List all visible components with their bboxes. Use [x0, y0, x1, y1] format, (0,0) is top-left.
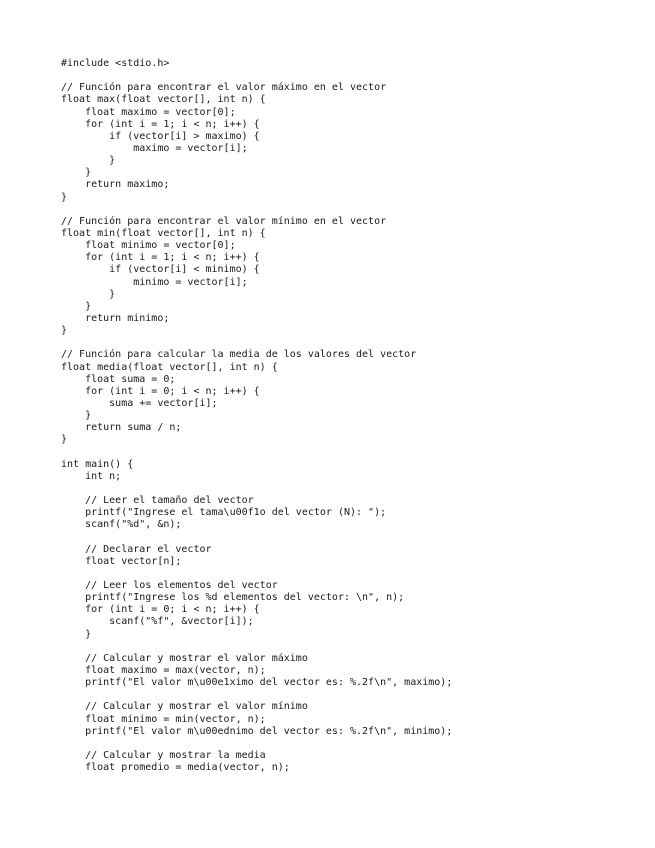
code-line: float suma = 0; — [61, 373, 176, 385]
code-line: int main() { — [61, 458, 134, 470]
code-line: scanf("%f", &vector[i]); — [61, 616, 254, 628]
code-line: printf("El valor m\u00ednimo del vector es: %.2f\n", minimo); — [61, 725, 453, 737]
code-line: float media(float vector[], int n) { — [61, 361, 278, 373]
code-line: } — [61, 167, 92, 179]
code-line — [61, 568, 452, 580]
code-line: } — [61, 628, 92, 640]
code-line — [61, 641, 452, 653]
code-line: // Función para calcular la media de los valores del vector — [61, 349, 417, 361]
code-line: float min(float vector[], int n) { — [61, 227, 266, 239]
code-line — [61, 447, 452, 459]
code-line: float max(float vector[], int n) { — [61, 94, 266, 106]
code-line: minimo = vector[i]; — [61, 276, 248, 288]
code-line: // Calcular y mostrar la media — [61, 750, 266, 762]
code-line: #include <stdio.h> — [61, 58, 170, 69]
code-line: // Calcular y mostrar el valor mínimo — [61, 701, 308, 713]
code-line: // Leer el tamaño del vector — [61, 495, 254, 507]
code-listing — [61, 58, 452, 774]
code-line: } — [61, 155, 116, 167]
code-line: for (int i = 1; i < n; i++) { — [61, 252, 260, 264]
code-line: } — [61, 288, 116, 300]
code-line — [61, 70, 452, 82]
code-line: return maximo; — [61, 179, 170, 191]
code-line — [61, 483, 452, 495]
code-line: scanf("%d", &n); — [61, 519, 182, 531]
code-line: return suma / n; — [61, 422, 182, 434]
code-line: float promedio = media(vector, n); — [61, 762, 290, 774]
code-line: if (vector[i] < minimo) { — [61, 264, 260, 276]
code-line: } — [61, 300, 92, 312]
code-line: // Declarar el vector — [61, 543, 212, 555]
code-line: for (int i = 0; i < n; i++) { — [61, 604, 260, 616]
code-line: float vector[n]; — [61, 555, 182, 567]
code-line: // Calcular y mostrar el valor máximo — [61, 652, 308, 664]
code-line: float minimo = vector[0]; — [61, 240, 236, 252]
code-line: float maximo = max(vector, n); — [61, 665, 266, 677]
code-line: printf("Ingrese el tama\u00f1o del vector (N): "); — [61, 507, 387, 519]
code-line — [61, 531, 452, 543]
code-line — [61, 204, 452, 216]
code-line — [61, 337, 452, 349]
code-line: } — [61, 325, 68, 337]
code-line: int n; — [61, 470, 122, 482]
code-line: } — [61, 191, 68, 203]
code-line: maximo = vector[i]; — [61, 142, 248, 154]
code-line: // Función para encontrar el valor mínimo en el vector — [61, 215, 387, 227]
code-line: // Función para encontrar el valor máximo en el vector — [61, 82, 387, 94]
code-line — [61, 689, 452, 701]
code-line: printf("Ingrese los %d elementos del vector: \n", n); — [61, 592, 405, 604]
code-line: suma += vector[i]; — [61, 397, 218, 409]
code-line: return minimo; — [61, 312, 170, 324]
code-line: float minimo = min(vector, n); — [61, 713, 266, 725]
code-line: printf("El valor m\u00e1ximo del vector es: %.2f\n", maximo); — [61, 677, 453, 689]
code-line — [61, 738, 452, 750]
code-line: } — [61, 434, 68, 446]
code-line: } — [61, 410, 92, 422]
code-line: if (vector[i] > maximo) { — [61, 130, 260, 142]
code-line: float maximo = vector[0]; — [61, 106, 236, 118]
code-line: for (int i = 0; i < n; i++) { — [61, 385, 260, 397]
code-line: for (int i = 1; i < n; i++) { — [61, 118, 260, 130]
code-line: // Leer los elementos del vector — [61, 580, 278, 592]
